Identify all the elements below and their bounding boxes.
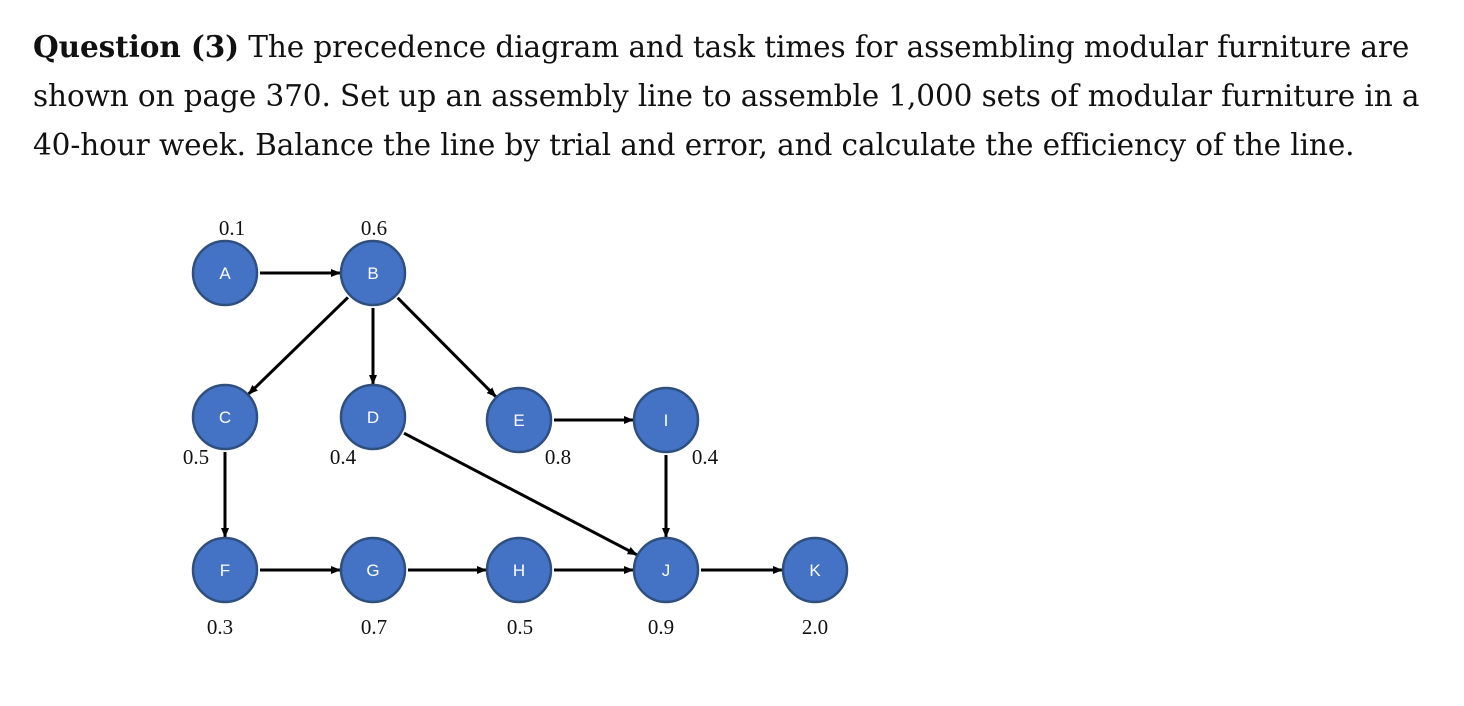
node-f <box>193 538 257 602</box>
node-letter-b: B <box>367 264 379 283</box>
node-letter-h: H <box>512 561 526 580</box>
task-time-c: 0.5 <box>182 445 210 469</box>
node-j <box>634 538 698 602</box>
task-time-b: 0.6 <box>360 216 388 240</box>
task-time-h: 0.5 <box>506 615 534 639</box>
edge-b-e <box>398 298 496 397</box>
node-letter-d: D <box>366 408 380 427</box>
node-letter-j: J <box>661 561 671 580</box>
nodes-layer <box>193 241 847 602</box>
task-time-k: 2.0 <box>801 615 829 639</box>
question-line-1-text: The precedence diagram and task times for assembling modular furniture are <box>239 30 1410 64</box>
node-k <box>783 538 847 602</box>
edge-b-c <box>249 297 348 394</box>
node-d <box>341 385 405 449</box>
node-letter-i: I <box>663 411 669 430</box>
node-e <box>487 388 551 452</box>
task-time-a: 0.1 <box>218 216 246 240</box>
node-letter-c: C <box>218 408 232 427</box>
task-time-d: 0.4 <box>329 445 357 469</box>
node-letter-e: E <box>513 411 525 430</box>
node-b <box>341 241 405 305</box>
question-line-2: shown on page 370. Set up an assembly line to assemble 1,000 sets of modular furniture in a <box>33 79 1420 113</box>
task-time-f: 0.3 <box>206 615 234 639</box>
question-label: Question (3) <box>33 29 239 64</box>
task-time-i: 0.4 <box>691 445 719 469</box>
task-time-e: 0.8 <box>544 445 572 469</box>
node-i <box>634 388 698 452</box>
node-c <box>193 385 257 449</box>
node-letter-f: F <box>219 561 231 580</box>
question-line-3: 40-hour week. Balance the line by trial and error, and calculate the efficiency of the line. <box>33 128 1355 162</box>
node-letter-g: G <box>366 561 380 580</box>
node-letter-a: A <box>219 264 231 283</box>
node-h <box>487 538 551 602</box>
node-a <box>193 241 257 305</box>
task-time-g: 0.7 <box>360 615 388 639</box>
task-time-j: 0.9 <box>647 615 675 639</box>
node-g <box>341 538 405 602</box>
node-letter-k: K <box>809 561 821 580</box>
